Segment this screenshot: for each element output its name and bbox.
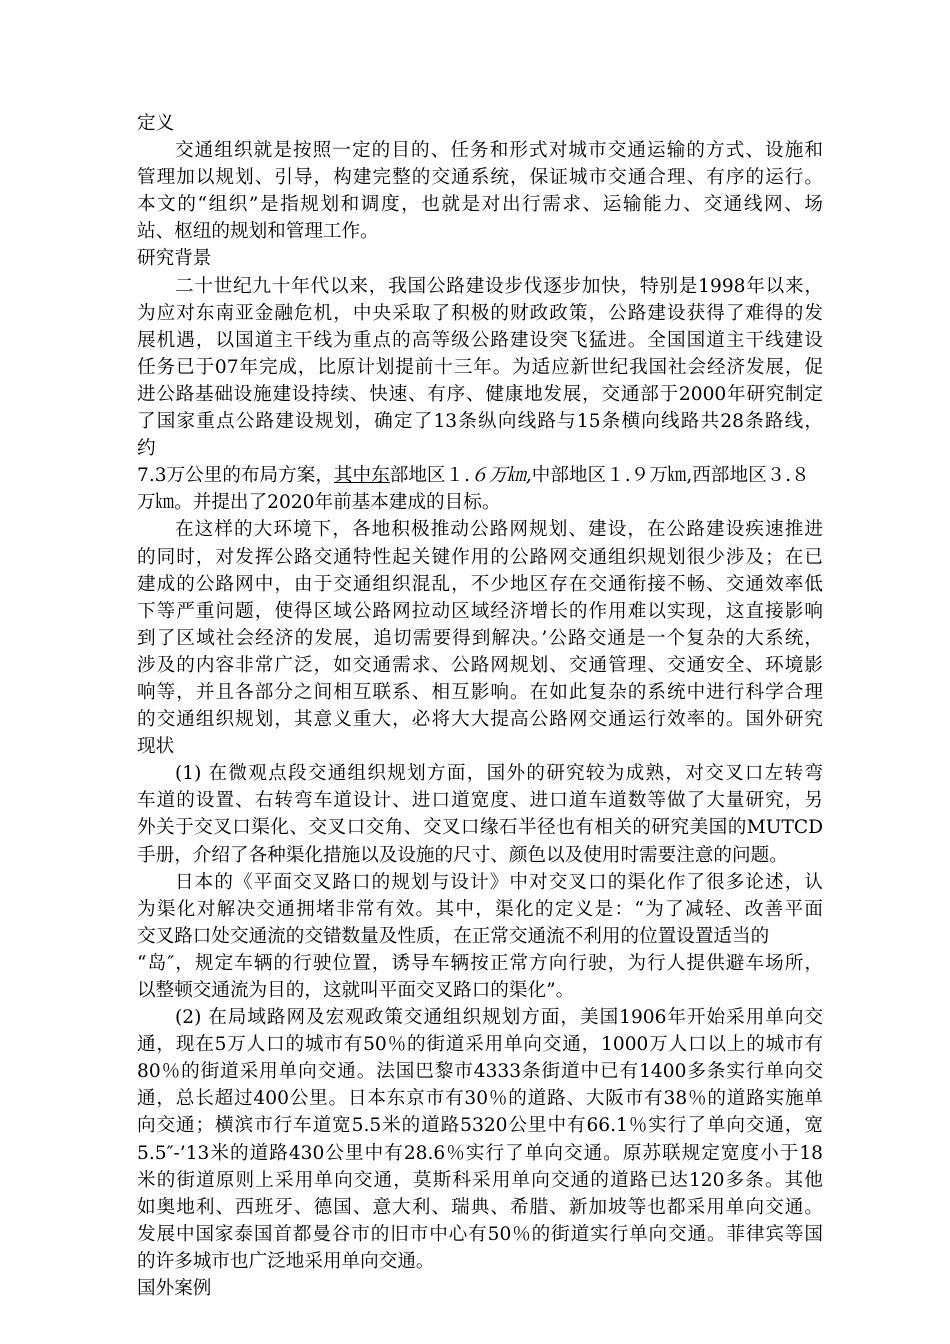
paragraph-line: 手册，介绍了各种渠化措施以及设施的尺寸、颜色以及使用时需要注意的问题。	[137, 844, 788, 866]
paragraph-line: 展机遇，以国道主干线为重点的高等级公路建设突飞猛进。全国国道主干线建设	[137, 329, 823, 351]
paragraph-line: 下等严重问题，使得区域公路网拉动区域经济增长的作用难以实现，这直接影响	[137, 600, 823, 622]
paragraph-line: 发展中国家泰国首都曼谷市的旧市中心有50％的街道实行单向交通。菲律宾等国	[137, 1223, 823, 1245]
paragraph-line: 日本的《平面交叉路口的规划与设计》中对交叉口的渠化作了很多论述，认	[175, 871, 823, 893]
paragraph-line: 二十世纪九十年代以来，我国公路建设步伐逐步加快，特别是1998年以来，	[175, 275, 823, 297]
paragraph-line: 管理加以规划、引导，构建完整的交通系统，保证城市交通合理、有序的运行。	[137, 167, 823, 189]
paragraph-line: 在这样的大环境下，各地积极推动公路网规划、建设，在公路建设疾速推进	[175, 519, 823, 541]
paragraph-line: 如奥地利、西班牙、德国、意大利、瑞典、希腊、新加坡等也都采用单向交通。	[137, 1196, 823, 1218]
paragraph-line: 本文的“组织”是指规划和调度，也就是对出行需求、运输能力、交通线网、场	[137, 194, 823, 216]
paragraph-line: 约	[137, 438, 156, 460]
paragraph-line: 5.5″-’13米的道路430公里中有28.6％实行了单向交通。原苏联规定宽度小于18	[137, 1142, 823, 1164]
paragraph-line: 站、枢纽的规划和管理工作。	[137, 221, 379, 243]
paragraph-line: 交叉路口处交通流的交错数量及性质，在正常交通流不利用的位置设置适当的	[137, 925, 770, 947]
paragraph-line: 米的街道原则上采用单向交通，莫斯科采用单向交通的道路已达120多条。其他	[137, 1169, 823, 1191]
paragraph-line: 通，总长超过400公里。日本东京市有30％的道路、大阪市有38％的道路实施单	[137, 1088, 823, 1110]
paragraph-line: 任务已于07年完成，比原计划提前十三年。为适应新世纪我国社会经济发展，促	[137, 356, 823, 378]
paragraph-line: 响等，并且各部分之间相互联系、相互影响。在如此复杂的系统中进行科学合理	[137, 681, 823, 703]
section-heading-background: 研究背景	[137, 248, 212, 270]
paragraph-line: 交通组织就是按照一定的目的、任务和形式对城市交通运输的方式、设施和	[175, 140, 823, 162]
text-segment: 部地区１.	[389, 465, 471, 487]
paragraph-line-mixed	[137, 462, 823, 489]
paragraph-line: 为应对东南亚金融危机，中央采取了积极的财政政策，公路建设获得了难得的发	[137, 302, 823, 324]
paragraph-line: (2) 在局域路网及宏观政策交通组织规划方面，美国1906年开始采用单向交	[175, 1007, 823, 1029]
paragraph-line: 车道的设置、右转弯车道设计、进口道宽度、进口道车道数等做了大量研究，另	[137, 790, 823, 812]
paragraph-line: 80％的街道采用单向交通。法国巴黎市4333条街道中已有1400多条实行单向交	[137, 1061, 823, 1083]
paragraph-line: 为渠化对解决交通拥堵非常有效。其中，渠化的定义是：“为了减轻、改善平面	[137, 898, 823, 920]
paragraph-line: 现状	[137, 736, 175, 758]
paragraph-line: 的许多城市也广泛地采用单向交通。	[137, 1250, 435, 1272]
text-segment: 7.3万公里的布局方案，	[137, 465, 334, 487]
italic-text: ６万㎞,	[470, 465, 532, 487]
section-heading-foreign-cases: 国外案例	[137, 1278, 212, 1300]
paragraph-line: 万㎞。并提出了2020年前基本建成的目标。	[137, 492, 501, 514]
underlined-text: 其中东	[333, 465, 390, 487]
section-heading-definition: 定义	[137, 113, 175, 134]
text-segment: 中部地区１.９万㎞,西部地区３.８	[531, 465, 810, 487]
paragraph-line: 的交通组织规划，其意义重大，必将大大提高公路网交通运行效率的。国外研究	[137, 709, 823, 731]
paragraph-line: 通，现在5万人口的城市有50％的街道采用单向交通，1000万人口以上的城市有	[137, 1034, 823, 1056]
document-body	[137, 110, 823, 1302]
paragraph-line: 建成的公路网中，由于交通组织混乱，不少地区存在交通衔接不畅、交通效率低	[137, 573, 823, 595]
paragraph-line: 的同时，对发挥公路交通特性起关键作用的公路网交通组织规划很少涉及；在已	[137, 546, 823, 568]
paragraph-line: 涉及的内容非常广泛，如交通需求、公路网规划、交通管理、交通安全、环境影	[137, 654, 823, 676]
paragraph-line: 进公路基础设施建设持续、快速、有序、健康地发展，交通部于2000年研究制定	[137, 383, 823, 405]
paragraph-line: “岛″，规定车辆的行驶位置，诱导车辆按正常方向行驶，为行人提供避车场所，	[137, 952, 823, 974]
paragraph-line: (1) 在微观点段交通组织规划方面，国外的研究较为成熟，对交叉口左转弯	[175, 763, 823, 785]
paragraph-line: 向交通；横滨市行车道宽5.5米的道路5320公里中有66.1％实行了单向交通，宽	[137, 1115, 823, 1137]
paragraph-line: 了国家重点公路建设规划，确定了13条纵向线路与15条横向线路共28条路线，	[137, 411, 823, 433]
paragraph-line: 外关于交叉口渠化、交叉口交角、交叉口缘石半径也有相关的研究美国的MUTCD	[137, 817, 823, 839]
paragraph-line: 到了区域社会经济的发展，追切需要得到解决。’公路交通是一个复杂的大系统，	[137, 627, 823, 649]
paragraph-line: 以整顿交通流为目的，这就叫平面交叉路口的渠化”。	[137, 980, 575, 1001]
